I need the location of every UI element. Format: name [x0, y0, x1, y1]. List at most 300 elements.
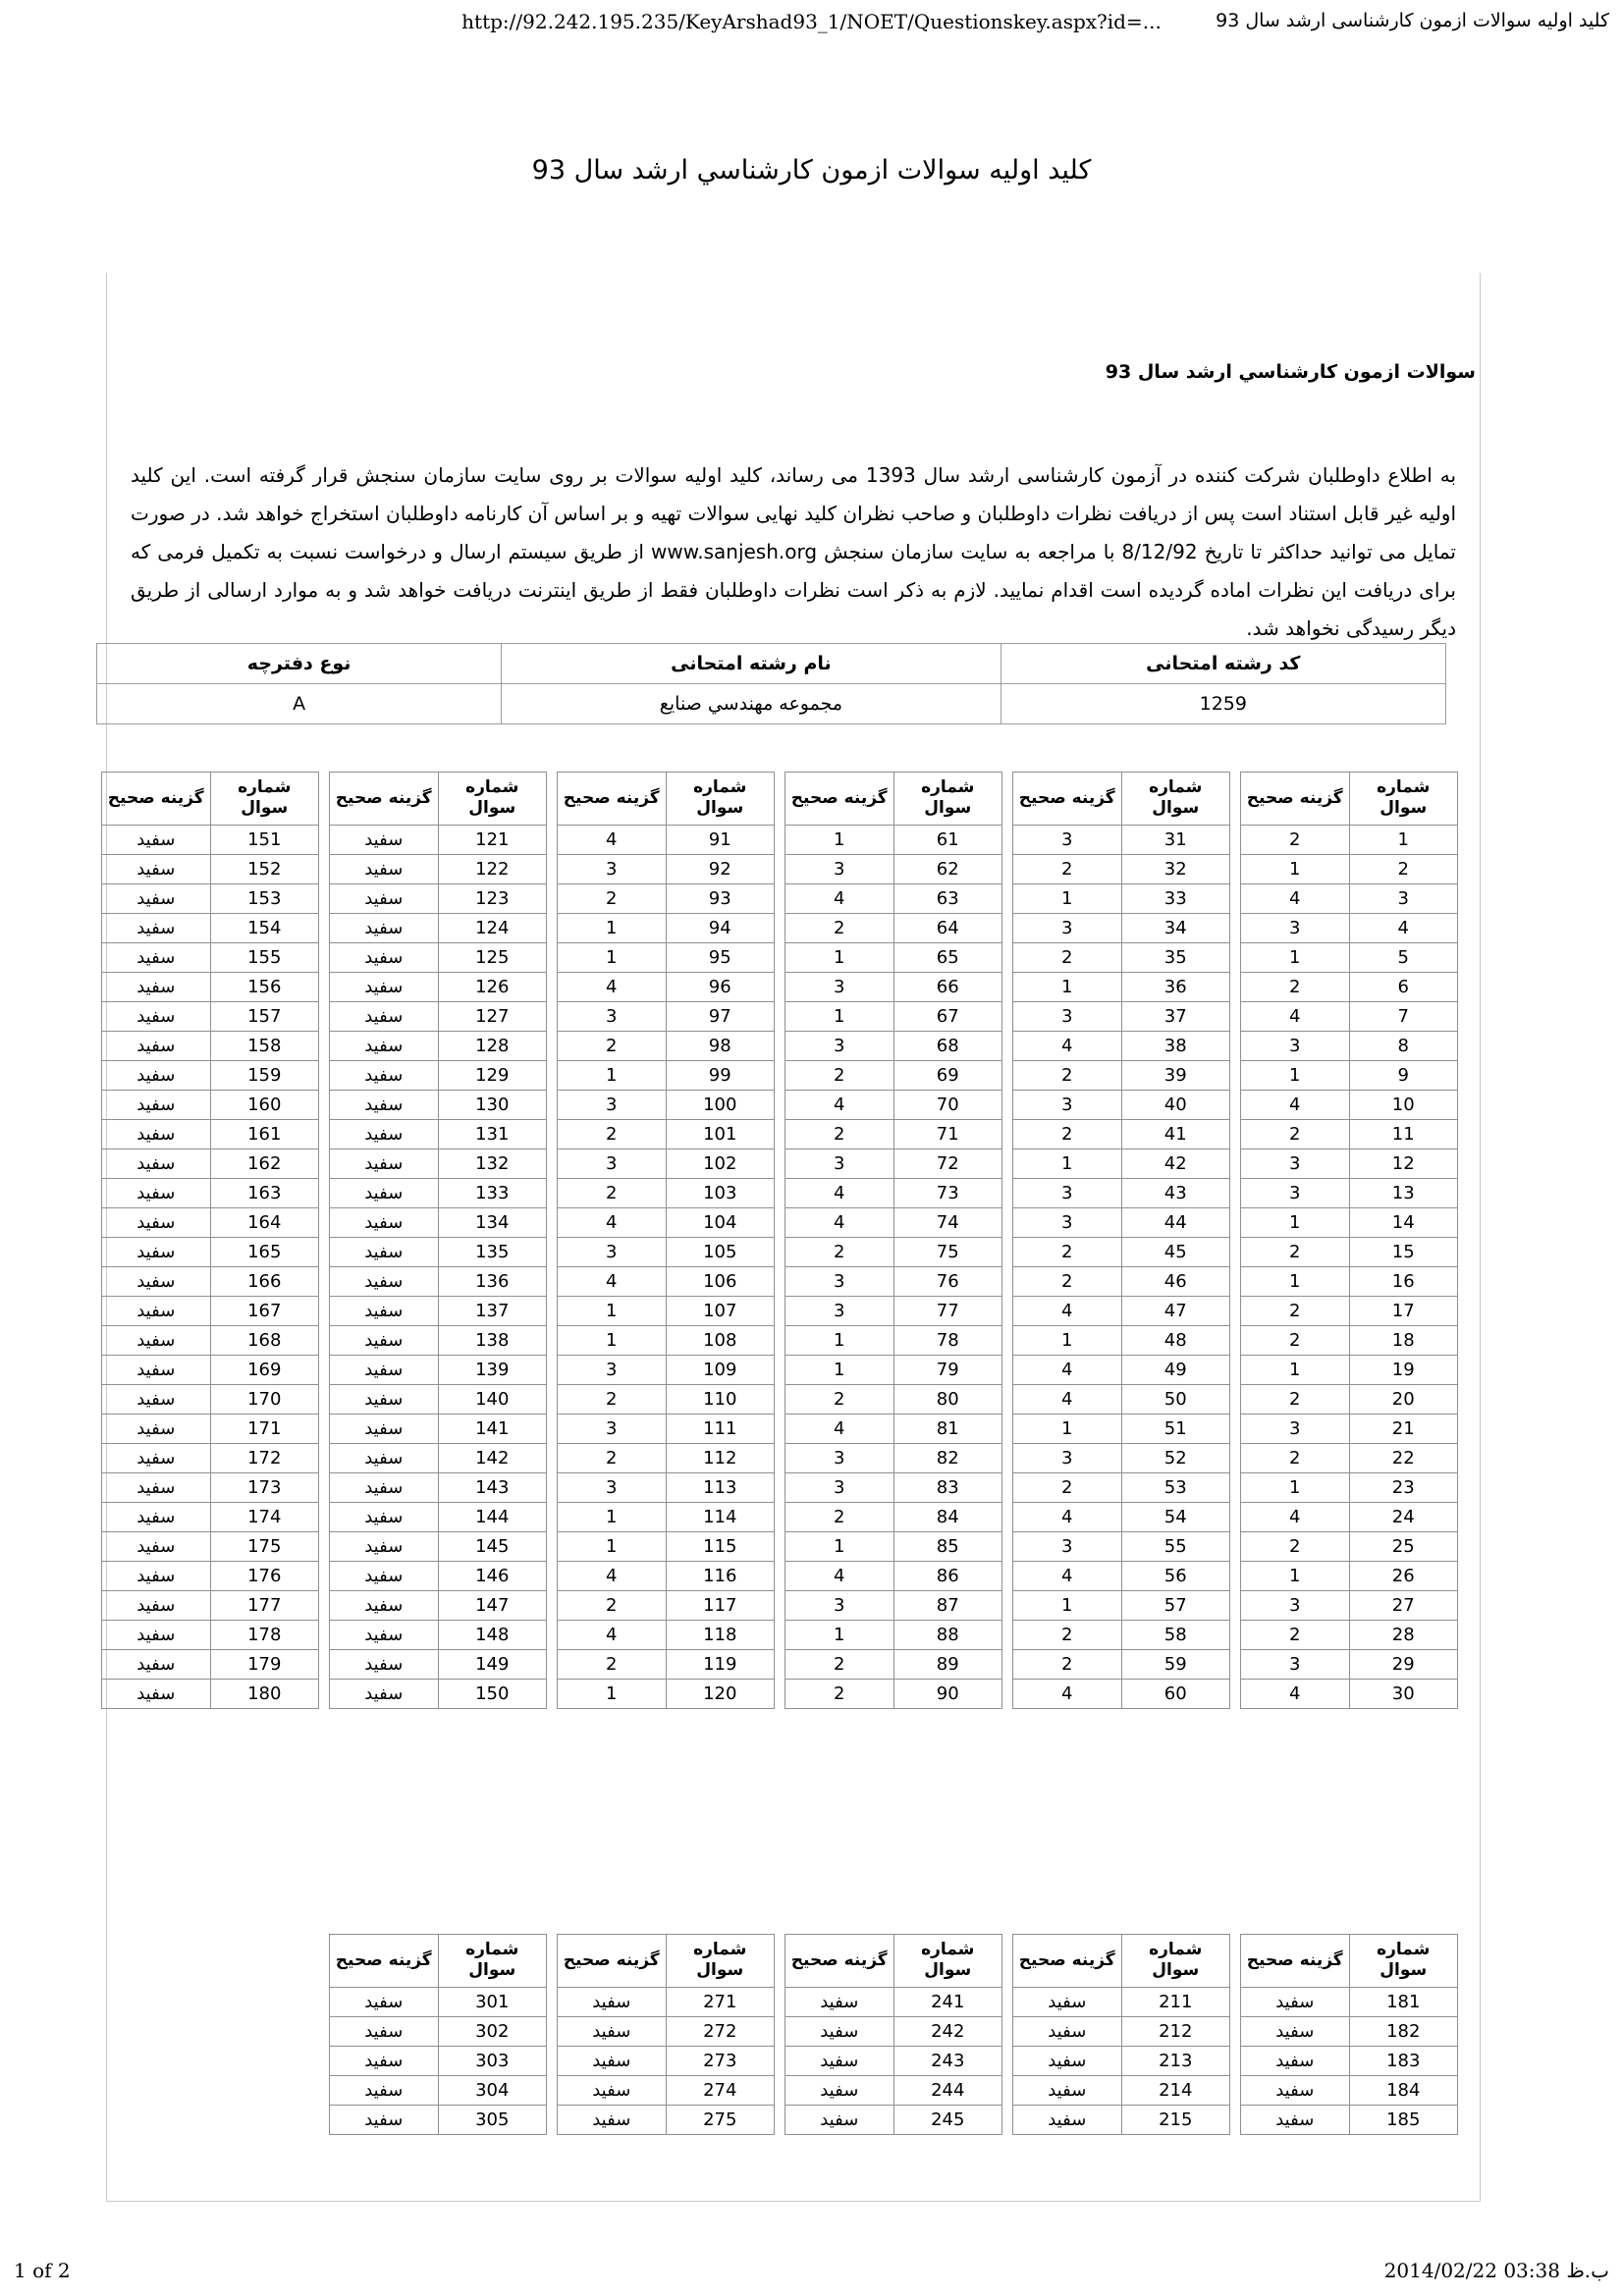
- cell-question-number: 88: [893, 1620, 1002, 1649]
- table-row: [785, 1590, 1002, 1620]
- table-row: [785, 972, 1002, 1001]
- table-row: [330, 1502, 547, 1531]
- table-row: [330, 1060, 547, 1090]
- answer-key-table: [784, 1934, 1002, 2135]
- cell-question-number: 12: [1349, 1148, 1458, 1178]
- cell-correct-option: 3: [558, 1001, 667, 1031]
- table-row: [102, 913, 319, 942]
- table-row: [785, 1266, 1002, 1296]
- table-row: [558, 1266, 775, 1296]
- table-row: [102, 1060, 319, 1090]
- table-row: [1013, 825, 1230, 854]
- cell-question-number: 162: [210, 1148, 319, 1178]
- cell-question-number: 301: [438, 1987, 547, 2016]
- cell-correct-option: 3: [785, 1443, 894, 1472]
- cell-correct-option: 2: [1013, 1649, 1122, 1679]
- cell-question-number: 20: [1349, 1384, 1458, 1414]
- table-row: [558, 1001, 775, 1031]
- table-row: [785, 1237, 1002, 1266]
- answer-key-table: [784, 772, 1002, 1709]
- cell-question-number: 68: [893, 1031, 1002, 1060]
- table-row: [785, 1561, 1002, 1590]
- table-row: [558, 1987, 775, 2016]
- cell-correct-option: 2: [1013, 1237, 1122, 1266]
- table-row: [102, 1325, 319, 1355]
- cell-question-number: 53: [1121, 1472, 1230, 1502]
- cell-question-number: 1: [1349, 825, 1458, 854]
- cell-question-number: 16: [1349, 1266, 1458, 1296]
- cell-question-number: 143: [438, 1472, 547, 1502]
- cell-correct-option: سفید: [102, 1001, 211, 1031]
- table-row: [1241, 1472, 1458, 1502]
- cell-question-number: 96: [666, 972, 775, 1001]
- table-row: [785, 1384, 1002, 1414]
- table-row: [785, 1060, 1002, 1090]
- cell-correct-option: 3: [558, 1472, 667, 1502]
- cell-question-number: 139: [438, 1355, 547, 1384]
- cell-correct-option: سفید: [330, 2075, 439, 2105]
- cell-question-number: 157: [210, 1001, 319, 1031]
- cell-question-number: 52: [1121, 1443, 1230, 1472]
- table-row: [1241, 1178, 1458, 1207]
- cell-correct-option: سفید: [785, 2105, 894, 2134]
- header-question-number: شماره سوال: [1349, 773, 1458, 826]
- cell-question-number: 146: [438, 1561, 547, 1590]
- table-row: [1013, 1001, 1230, 1031]
- answer-key-table: [557, 772, 775, 1709]
- cell-question-number: 113: [666, 1472, 775, 1502]
- cell-correct-option: 3: [785, 1590, 894, 1620]
- cell-correct-option: 1: [558, 913, 667, 942]
- cell-question-number: 66: [893, 972, 1002, 1001]
- cell-question-number: 38: [1121, 1031, 1230, 1060]
- cell-question-number: 92: [666, 854, 775, 883]
- cell-question-number: 71: [893, 1119, 1002, 1148]
- cell-question-number: 85: [893, 1531, 1002, 1561]
- cell-question-number: 152: [210, 854, 319, 883]
- cell-question-number: 42: [1121, 1148, 1230, 1178]
- cell-correct-option: 2: [1013, 942, 1122, 972]
- table-row: [1241, 854, 1458, 883]
- cell-question-number: 126: [438, 972, 547, 1001]
- cell-question-number: 75: [893, 1237, 1002, 1266]
- cell-correct-option: 2: [1241, 1531, 1350, 1561]
- cell-question-number: 78: [893, 1325, 1002, 1355]
- cell-question-number: 182: [1349, 2016, 1458, 2046]
- cell-question-number: 214: [1121, 2075, 1230, 2105]
- cell-question-number: 15: [1349, 1237, 1458, 1266]
- table-header-row: [558, 1935, 775, 1988]
- table-header-row: [330, 773, 547, 826]
- notice-text: به اطلاع داوطلبان شرکت کننده در آزمون کارشناسی ارشد سال 1393 می رساند، کلید اولیه سوالات بر روی سایت سازمان سنجش قرار گرفته است. این کلید اولیه غیر قابل استناد است پس از دریافت نظرات داوطلبان و صاحب نظران کلید نهایی سوالات تهیه و بر اساس آن کارنامه داوطلبان استخراج خواهد شد. در صورت تمایل می توانید حداکثر تا تاریخ 8/12/92 با مراجعه به سایت سازمان سنجش www.sanjesh.org از طریق سیستم ارسال و درخواست نسبت به تکمیل فرمی که برای دریافت این نظرات اماده گردیده است اقدام نمایید. لازم به ذکر است نظرات داوطلبان فقط از طریق اینترنت دریافت خواهد شد و به موارد ارسالی از طریق دیگر رسیدگی نخواهد شد.: [131, 463, 1457, 640]
- cell-question-number: 58: [1121, 1620, 1230, 1649]
- cell-question-number: 167: [210, 1296, 319, 1325]
- cell-correct-option: 4: [558, 1620, 667, 1649]
- cell-question-number: 135: [438, 1237, 547, 1266]
- table-row: [785, 854, 1002, 883]
- table-row: [785, 1178, 1002, 1207]
- table-row: [785, 2105, 1002, 2134]
- cell-correct-option: سفید: [330, 825, 439, 854]
- cell-question-number: 178: [210, 1620, 319, 1649]
- cell-correct-option: 1: [785, 1325, 894, 1355]
- cell-question-number: 3: [1349, 883, 1458, 913]
- table-header-row: [785, 773, 1002, 826]
- table-row: [1241, 1207, 1458, 1237]
- cell-question-number: 111: [666, 1414, 775, 1443]
- cell-question-number: 67: [893, 1001, 1002, 1031]
- table-row: [558, 1237, 775, 1266]
- cell-correct-option: 4: [785, 1561, 894, 1590]
- answer-key-table: [1012, 772, 1230, 1709]
- cell-question-number: 76: [893, 1266, 1002, 1296]
- cell-correct-option: 4: [1241, 1502, 1350, 1531]
- table-row: [330, 1355, 547, 1384]
- table-row: [330, 972, 547, 1001]
- table-row: [785, 1620, 1002, 1649]
- cell-question-number: 74: [893, 1207, 1002, 1237]
- cell-question-number: 156: [210, 972, 319, 1001]
- cell-question-number: 212: [1121, 2016, 1230, 2046]
- cell-correct-option: 3: [1013, 1090, 1122, 1119]
- table-row: [102, 1296, 319, 1325]
- cell-correct-option: سفید: [330, 1561, 439, 1590]
- cell-correct-option: سفید: [102, 825, 211, 854]
- cell-question-number: 46: [1121, 1266, 1230, 1296]
- table-row: [558, 1561, 775, 1590]
- table-row: [1241, 1296, 1458, 1325]
- cell-correct-option: سفید: [102, 1384, 211, 1414]
- cell-correct-option: 3: [558, 1355, 667, 1384]
- table-row: [1013, 1060, 1230, 1090]
- cell-question-number: 271: [666, 1987, 775, 2016]
- header-correct-option: گزینه صحیح: [1241, 1935, 1350, 1988]
- table-row: [1241, 883, 1458, 913]
- cell-correct-option: 2: [1013, 1266, 1122, 1296]
- cell-correct-option: سفید: [785, 1987, 894, 2016]
- cell-correct-option: سفید: [330, 972, 439, 1001]
- cell-question-number: 121: [438, 825, 547, 854]
- table-row: [1013, 1472, 1230, 1502]
- cell-question-number: 181: [1349, 1987, 1458, 2016]
- cell-correct-option: سفید: [330, 1414, 439, 1443]
- cell-question-number: 150: [438, 1679, 547, 1708]
- cell-question-number: 127: [438, 1001, 547, 1031]
- cell-question-number: 108: [666, 1325, 775, 1355]
- cell-correct-option: 1: [558, 1325, 667, 1355]
- table-row: [1241, 1119, 1458, 1148]
- table-row: [330, 883, 547, 913]
- cell-correct-option: 2: [1013, 1620, 1122, 1649]
- table-row: [1241, 1384, 1458, 1414]
- cell-question-number: 86: [893, 1561, 1002, 1590]
- cell-correct-option: 4: [558, 825, 667, 854]
- table-row: [558, 2075, 775, 2105]
- cell-correct-option: 1: [785, 1531, 894, 1561]
- table-row: [1013, 1090, 1230, 1119]
- cell-correct-option: 1: [1241, 1266, 1350, 1296]
- cell-correct-option: سفید: [102, 913, 211, 942]
- table-row: [558, 1414, 775, 1443]
- table-row: [785, 1472, 1002, 1502]
- cell-question-number: 36: [1121, 972, 1230, 1001]
- header-correct-option: گزینه صحیح: [1013, 773, 1122, 826]
- cell-correct-option: 1: [785, 1620, 894, 1649]
- cell-correct-option: 3: [1013, 1443, 1122, 1472]
- cell-question-number: 13: [1349, 1178, 1458, 1207]
- header-correct-option: گزینه صحیح: [330, 1935, 439, 1988]
- cell-correct-option: 1: [1013, 1148, 1122, 1178]
- cell-correct-option: سفید: [1241, 1987, 1350, 2016]
- cell-correct-option: 2: [1013, 1472, 1122, 1502]
- cell-correct-option: سفید: [102, 1119, 211, 1148]
- cell-question-number: 98: [666, 1031, 775, 1060]
- cell-correct-option: سفید: [102, 1296, 211, 1325]
- table-row: [1013, 972, 1230, 1001]
- cell-correct-option: 2: [785, 1679, 894, 1708]
- cell-correct-option: 3: [1013, 1178, 1122, 1207]
- cell-correct-option: سفید: [330, 1001, 439, 1031]
- table-row: [102, 1590, 319, 1620]
- cell-question-number: 140: [438, 1384, 547, 1414]
- cell-question-number: 131: [438, 1119, 547, 1148]
- table-row: [558, 1443, 775, 1472]
- answer-key-group: [93, 772, 1458, 1709]
- answer-key-table: [329, 772, 547, 1709]
- table-row: [330, 1001, 547, 1031]
- table-row: [1013, 2075, 1230, 2105]
- cell-question-number: 79: [893, 1355, 1002, 1384]
- cell-question-number: 23: [1349, 1472, 1458, 1502]
- table-row: [785, 1119, 1002, 1148]
- table-row: [1013, 1531, 1230, 1561]
- table-row: [102, 1237, 319, 1266]
- cell-correct-option: 1: [1241, 1355, 1350, 1384]
- table-row: [330, 1207, 547, 1237]
- cell-question-number: 129: [438, 1060, 547, 1090]
- cell-question-number: 6: [1349, 972, 1458, 1001]
- cell-question-number: 120: [666, 1679, 775, 1708]
- cell-correct-option: سفید: [1013, 2016, 1122, 2046]
- cell-question-number: 141: [438, 1414, 547, 1443]
- cell-correct-option: 1: [785, 1001, 894, 1031]
- cell-correct-option: سفید: [558, 2105, 667, 2134]
- cell-correct-option: 1: [785, 825, 894, 854]
- exam-info-table: [96, 643, 1446, 724]
- table-row: [1013, 2016, 1230, 2046]
- table-row: [1241, 1237, 1458, 1266]
- cell-correct-option: 3: [1241, 1148, 1350, 1178]
- cell-question-number: 304: [438, 2075, 547, 2105]
- cell-question-number: 273: [666, 2046, 775, 2075]
- cell-correct-option: 1: [558, 1296, 667, 1325]
- table-row: [785, 942, 1002, 972]
- table-row: [558, 1620, 775, 1649]
- cell-question-number: 160: [210, 1090, 319, 1119]
- table-row: [102, 1561, 319, 1590]
- cell-question-number: 169: [210, 1355, 319, 1384]
- cell-question-number: 242: [893, 2016, 1002, 2046]
- cell-question-number: 45: [1121, 1237, 1230, 1266]
- cell-correct-option: 3: [1241, 1031, 1350, 1060]
- table-row: [1013, 1119, 1230, 1148]
- cell-correct-option: 3: [785, 1031, 894, 1060]
- table-row: [330, 942, 547, 972]
- table-row: [102, 883, 319, 913]
- table-row: [1241, 1590, 1458, 1620]
- cell-correct-option: سفید: [558, 2016, 667, 2046]
- table-row: [558, 1384, 775, 1414]
- cell-correct-option: 3: [785, 854, 894, 883]
- cell-question-number: 161: [210, 1119, 319, 1148]
- answer-key-table: [1012, 1934, 1230, 2135]
- cell-correct-option: سفید: [330, 1325, 439, 1355]
- table-row: [330, 1561, 547, 1590]
- cell-question-number: 243: [893, 2046, 1002, 2075]
- cell-question-number: 50: [1121, 1384, 1230, 1414]
- table-row: [1013, 1355, 1230, 1384]
- table-row: [785, 2046, 1002, 2075]
- table-row: [330, 1266, 547, 1296]
- cell-correct-option: سفید: [330, 1531, 439, 1561]
- table-row: [1241, 1266, 1458, 1296]
- cell-correct-option: سفید: [1241, 2046, 1350, 2075]
- cell-correct-option: 4: [785, 1207, 894, 1237]
- table-row: [558, 1531, 775, 1561]
- header-question-number: شماره سوال: [893, 1935, 1002, 1988]
- cell-correct-option: 4: [1013, 1679, 1122, 1708]
- print-header: [0, 6, 1623, 39]
- cell-correct-option: سفید: [102, 1355, 211, 1384]
- table-header-row: [785, 1935, 1002, 1988]
- table-row: [558, 883, 775, 913]
- page-url: http://92.242.195.235/KeyArshad93_1/NOET/Questionskey.aspx?id=...: [461, 10, 1162, 33]
- cell-correct-option: سفید: [1241, 2075, 1350, 2105]
- cell-correct-option: سفید: [1013, 2075, 1122, 2105]
- cell-question-number: 147: [438, 1590, 547, 1620]
- table-row: [1013, 1031, 1230, 1060]
- table-row: [102, 1119, 319, 1148]
- cell-question-number: 91: [666, 825, 775, 854]
- cell-correct-option: 1: [1013, 883, 1122, 913]
- cell-correct-option: 2: [785, 1649, 894, 1679]
- cell-correct-option: سفید: [102, 1325, 211, 1355]
- cell-question-number: 25: [1349, 1531, 1458, 1561]
- cell-correct-option: سفید: [330, 1090, 439, 1119]
- table-row: [1013, 1590, 1230, 1620]
- table-row: [1013, 1502, 1230, 1531]
- table-row: [102, 972, 319, 1001]
- cell-correct-option: 2: [1241, 972, 1350, 1001]
- answer-key-section-main: [93, 772, 1458, 1709]
- table-row: [102, 1031, 319, 1060]
- page-title: کلید اولیه سوالات ازمون کارشناسي ارشد سال 93: [531, 155, 1092, 187]
- cell-question-number: 118: [666, 1620, 775, 1649]
- cell-correct-option: سفید: [330, 1207, 439, 1237]
- cell-correct-option: 4: [1013, 1561, 1122, 1590]
- table-row: [785, 1502, 1002, 1531]
- cell-question-number: 83: [893, 1472, 1002, 1502]
- cell-correct-option: 4: [785, 1178, 894, 1207]
- cell-correct-option: سفید: [330, 1148, 439, 1178]
- cell-correct-option: سفید: [102, 1620, 211, 1649]
- cell-correct-option: سفید: [330, 913, 439, 942]
- cell-correct-option: سفید: [102, 1502, 211, 1531]
- table-row: [785, 883, 1002, 913]
- table-row: [558, 1178, 775, 1207]
- cell-correct-option: سفید: [330, 1119, 439, 1148]
- cell-question-number: 305: [438, 2105, 547, 2134]
- cell-correct-option: سفید: [330, 883, 439, 913]
- cell-correct-option: 4: [1241, 883, 1350, 913]
- table-row: [330, 1987, 547, 2016]
- cell-correct-option: سفید: [785, 2016, 894, 2046]
- header-question-number: شماره سوال: [666, 773, 775, 826]
- cell-question-number: 148: [438, 1620, 547, 1649]
- table-row: [1241, 1148, 1458, 1178]
- table-row: [558, 2016, 775, 2046]
- table-row: [1013, 1266, 1230, 1296]
- cell-correct-option: 3: [785, 1266, 894, 1296]
- cell-question-number: 10: [1349, 1090, 1458, 1119]
- cell-question-number: 26: [1349, 1561, 1458, 1590]
- cell-correct-option: سفید: [558, 2075, 667, 2105]
- cell-correct-option: 3: [1241, 1590, 1350, 1620]
- cell-question-number: 99: [666, 1060, 775, 1090]
- cell-question-number: 49: [1121, 1355, 1230, 1384]
- table-row: [102, 1148, 319, 1178]
- cell-question-number: 72: [893, 1148, 1002, 1178]
- table-row: [785, 1325, 1002, 1355]
- cell-correct-option: 3: [558, 1237, 667, 1266]
- table-row: [102, 854, 319, 883]
- table-row: [1013, 1679, 1230, 1708]
- cell-question-number: 40: [1121, 1090, 1230, 1119]
- cell-correct-option: سفید: [102, 1590, 211, 1620]
- cell-correct-option: 2: [558, 1178, 667, 1207]
- cell-question-number: 17: [1349, 1296, 1458, 1325]
- table-row: [1241, 1620, 1458, 1649]
- table-row: [558, 1119, 775, 1148]
- cell-question-number: 93: [666, 883, 775, 913]
- table-row: [330, 1296, 547, 1325]
- header-question-number: شماره سوال: [666, 1935, 775, 1988]
- cell-question-number: 77: [893, 1296, 1002, 1325]
- table-row: [785, 2016, 1002, 2046]
- answer-key-table: [329, 1934, 547, 2135]
- cell-correct-option: 2: [1241, 1620, 1350, 1649]
- cell-question-number: 102: [666, 1148, 775, 1178]
- cell-question-number: 171: [210, 1414, 319, 1443]
- cell-question-number: 31: [1121, 825, 1230, 854]
- cell-question-number: 164: [210, 1207, 319, 1237]
- cell-question-number: 82: [893, 1443, 1002, 1472]
- cell-correct-option: 2: [1013, 854, 1122, 883]
- table-row: [1013, 1384, 1230, 1414]
- table-header-row: [1241, 1935, 1458, 1988]
- cell-question-number: 180: [210, 1679, 319, 1708]
- cell-correct-option: سفید: [1013, 2105, 1122, 2134]
- value-exam-field: مجموعه مهندسي صنايع: [502, 684, 1001, 724]
- table-row: [1241, 2075, 1458, 2105]
- cell-correct-option: سفید: [102, 972, 211, 1001]
- table-row: [330, 2016, 547, 2046]
- table-row: [1013, 1649, 1230, 1679]
- cell-correct-option: سفید: [102, 1472, 211, 1502]
- cell-question-number: 87: [893, 1590, 1002, 1620]
- cell-correct-option: 4: [1013, 1384, 1122, 1414]
- cell-correct-option: سفید: [330, 1679, 439, 1708]
